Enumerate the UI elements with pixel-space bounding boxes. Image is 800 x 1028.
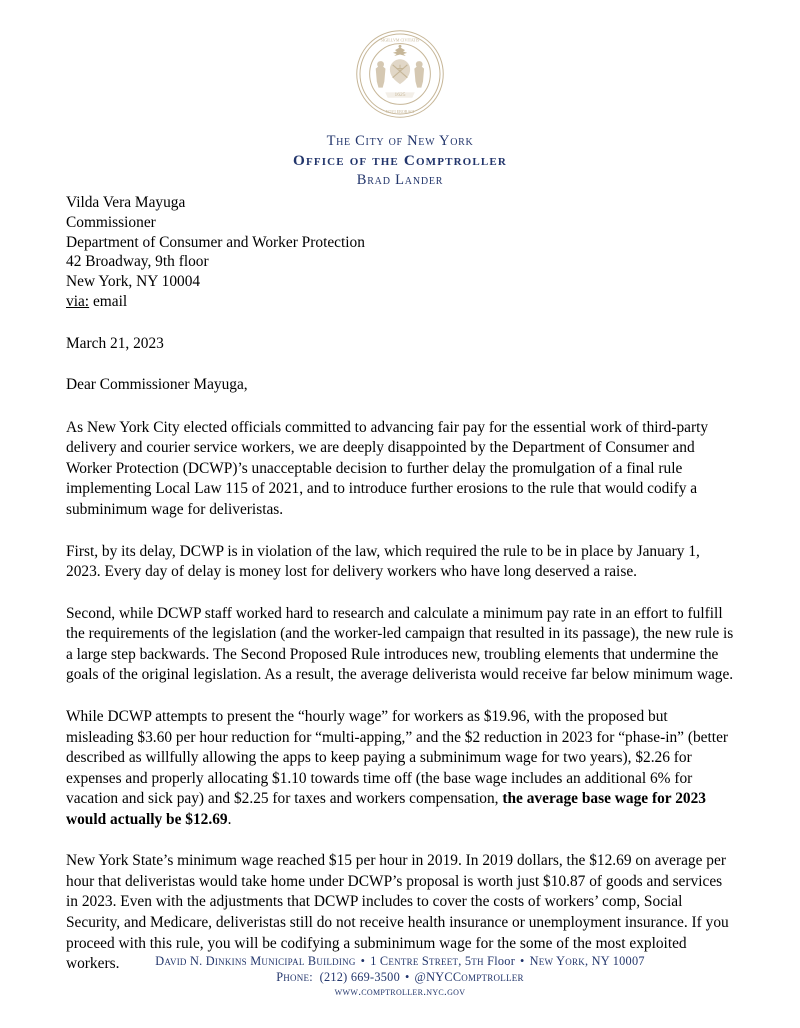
svg-text:1625: 1625: [394, 92, 406, 99]
footer-website[interactable]: www.comptroller.nyc.gov: [334, 986, 466, 999]
footer-phone-number: (212) 669-3500: [319, 970, 400, 985]
recipient-title: Commissioner: [66, 213, 156, 231]
footer-street-suffix: Floor: [487, 954, 516, 968]
paragraph-4-emphasis: the average base wage for 2023 would actually be $12.69: [66, 790, 706, 828]
delivery-method-line: [66, 292, 736, 312]
svg-text:SIGILLVM CIVITATIS: SIGILLVM CIVITATIS: [380, 37, 420, 43]
recipient-address-block: [66, 193, 736, 312]
recipient-name: Vilda Vera Mayuga: [66, 194, 186, 211]
letter-paragraph-5: New York State’s minimum wage reached $15 per hour in 2019. In 2019 dollars, the $12.69 on average per hour that deliveristas would take home under DCWP’s proposal is worth just $10.87 of goods and services in 2023. Even with the adjustments that DCWP includes to cover the costs of workers’ comp, Social Security, and Medicare, deliveristas still do not receive health insurance or unemployment insurance. If you proceed with this rule, you will be codifying a subminimum wage for the some of the most exploited workers.: [66, 852, 729, 973]
letterhead-comptroller-name: Brad Lander: [356, 172, 444, 189]
nyc-seal-icon: [354, 28, 446, 120]
footer-building-name: David N. Dinkins Municipal Building: [155, 954, 356, 968]
recipient-street: 42 Broadway, 9th floor: [66, 253, 209, 271]
letterhead-titles: [0, 132, 800, 190]
via-label: via:: [66, 292, 90, 310]
letter-paragraph-3: Second, while DCWP staff worked hard to research and calculate a minimum pay rate in an effort to fulfill the requirements of the legislation (and the worker-led campaign that resulted in its passage), the new rule is a large step backwards. The Second Proposed Rule introduces new, troubling elements that undermine the goals of the original legislation. As a result, the average deliverista would receive far below minimum wage.: [66, 604, 734, 684]
recipient-city-state-zip: New York, NY 10004: [66, 273, 201, 291]
letter-body: [66, 193, 736, 990]
footer-contact-line: [0, 969, 800, 985]
seal-container: [0, 26, 800, 122]
letter-paragraph-1: As New York City elected officials committed to advancing fair pay for the essential work of third-party delivery and courier service workers, we are deeply disappointed by the Department of Consumer and Worker Protection (DCWP)’s unacceptable decision to further delay the promulgation of a final rule implementing Local Law 115 of 2021, and to introduce further erosions to the rule that would codify a subminimum wage for deliveristas.: [66, 418, 709, 519]
paragraph-4-text-before-bold: While DCWP attempts to present the “hourly wage” for workers as $19.96, with the proposed but misleading $3.60 per hour reduction for “multi-apping,” and the $2 reduction in 2023 for “phase-in” (better described as willfully allowing the apps to keep paying a subminimum wage for two years), $2.26 for expenses and properly allocating $1.10 towards time off (the base wage includes an additional 6% for vacation and sick pay) and $2.25 for taxes and workers compensation,: [66, 707, 729, 808]
letter-paragraph-4: [66, 707, 736, 830]
via-value: email: [92, 292, 128, 310]
footer-street: 1 Centre Street, 5th: [370, 954, 484, 968]
svg-text:NOVI EBORACI: NOVI EBORACI: [385, 109, 415, 115]
paragraph-4-text-after-bold: .: [227, 810, 232, 828]
footer-separator-1: •: [360, 954, 366, 968]
footer-address-line: [0, 953, 800, 969]
letterhead-city-line: The City of New York: [326, 133, 474, 149]
letter-salutation: Dear Commissioner Mayuga,: [66, 375, 248, 393]
footer-phone-label: Phone:: [276, 970, 313, 985]
footer-phone-spacer: [313, 970, 320, 984]
letter-paragraph-2: First, by its delay, DCWP is in violation of the law, which required the rule to be in place by January 1, 2023. Every day of delay is money lost for delivery workers who have long deserved a raise.: [66, 542, 700, 581]
letterhead-footer: [0, 953, 800, 1000]
footer-separator-2: •: [520, 954, 525, 968]
letterhead: [0, 0, 800, 190]
letterhead-office-line: Office of the Comptroller: [293, 152, 507, 170]
footer-separator-3: •: [404, 970, 410, 985]
footer-city-state-zip: New York, NY 10007: [529, 954, 645, 968]
footer-social-handle[interactable]: @NYCComptroller: [414, 970, 524, 985]
recipient-agency: Department of Consumer and Worker Protection: [66, 233, 365, 251]
letter-date: March 21, 2023: [66, 334, 164, 352]
